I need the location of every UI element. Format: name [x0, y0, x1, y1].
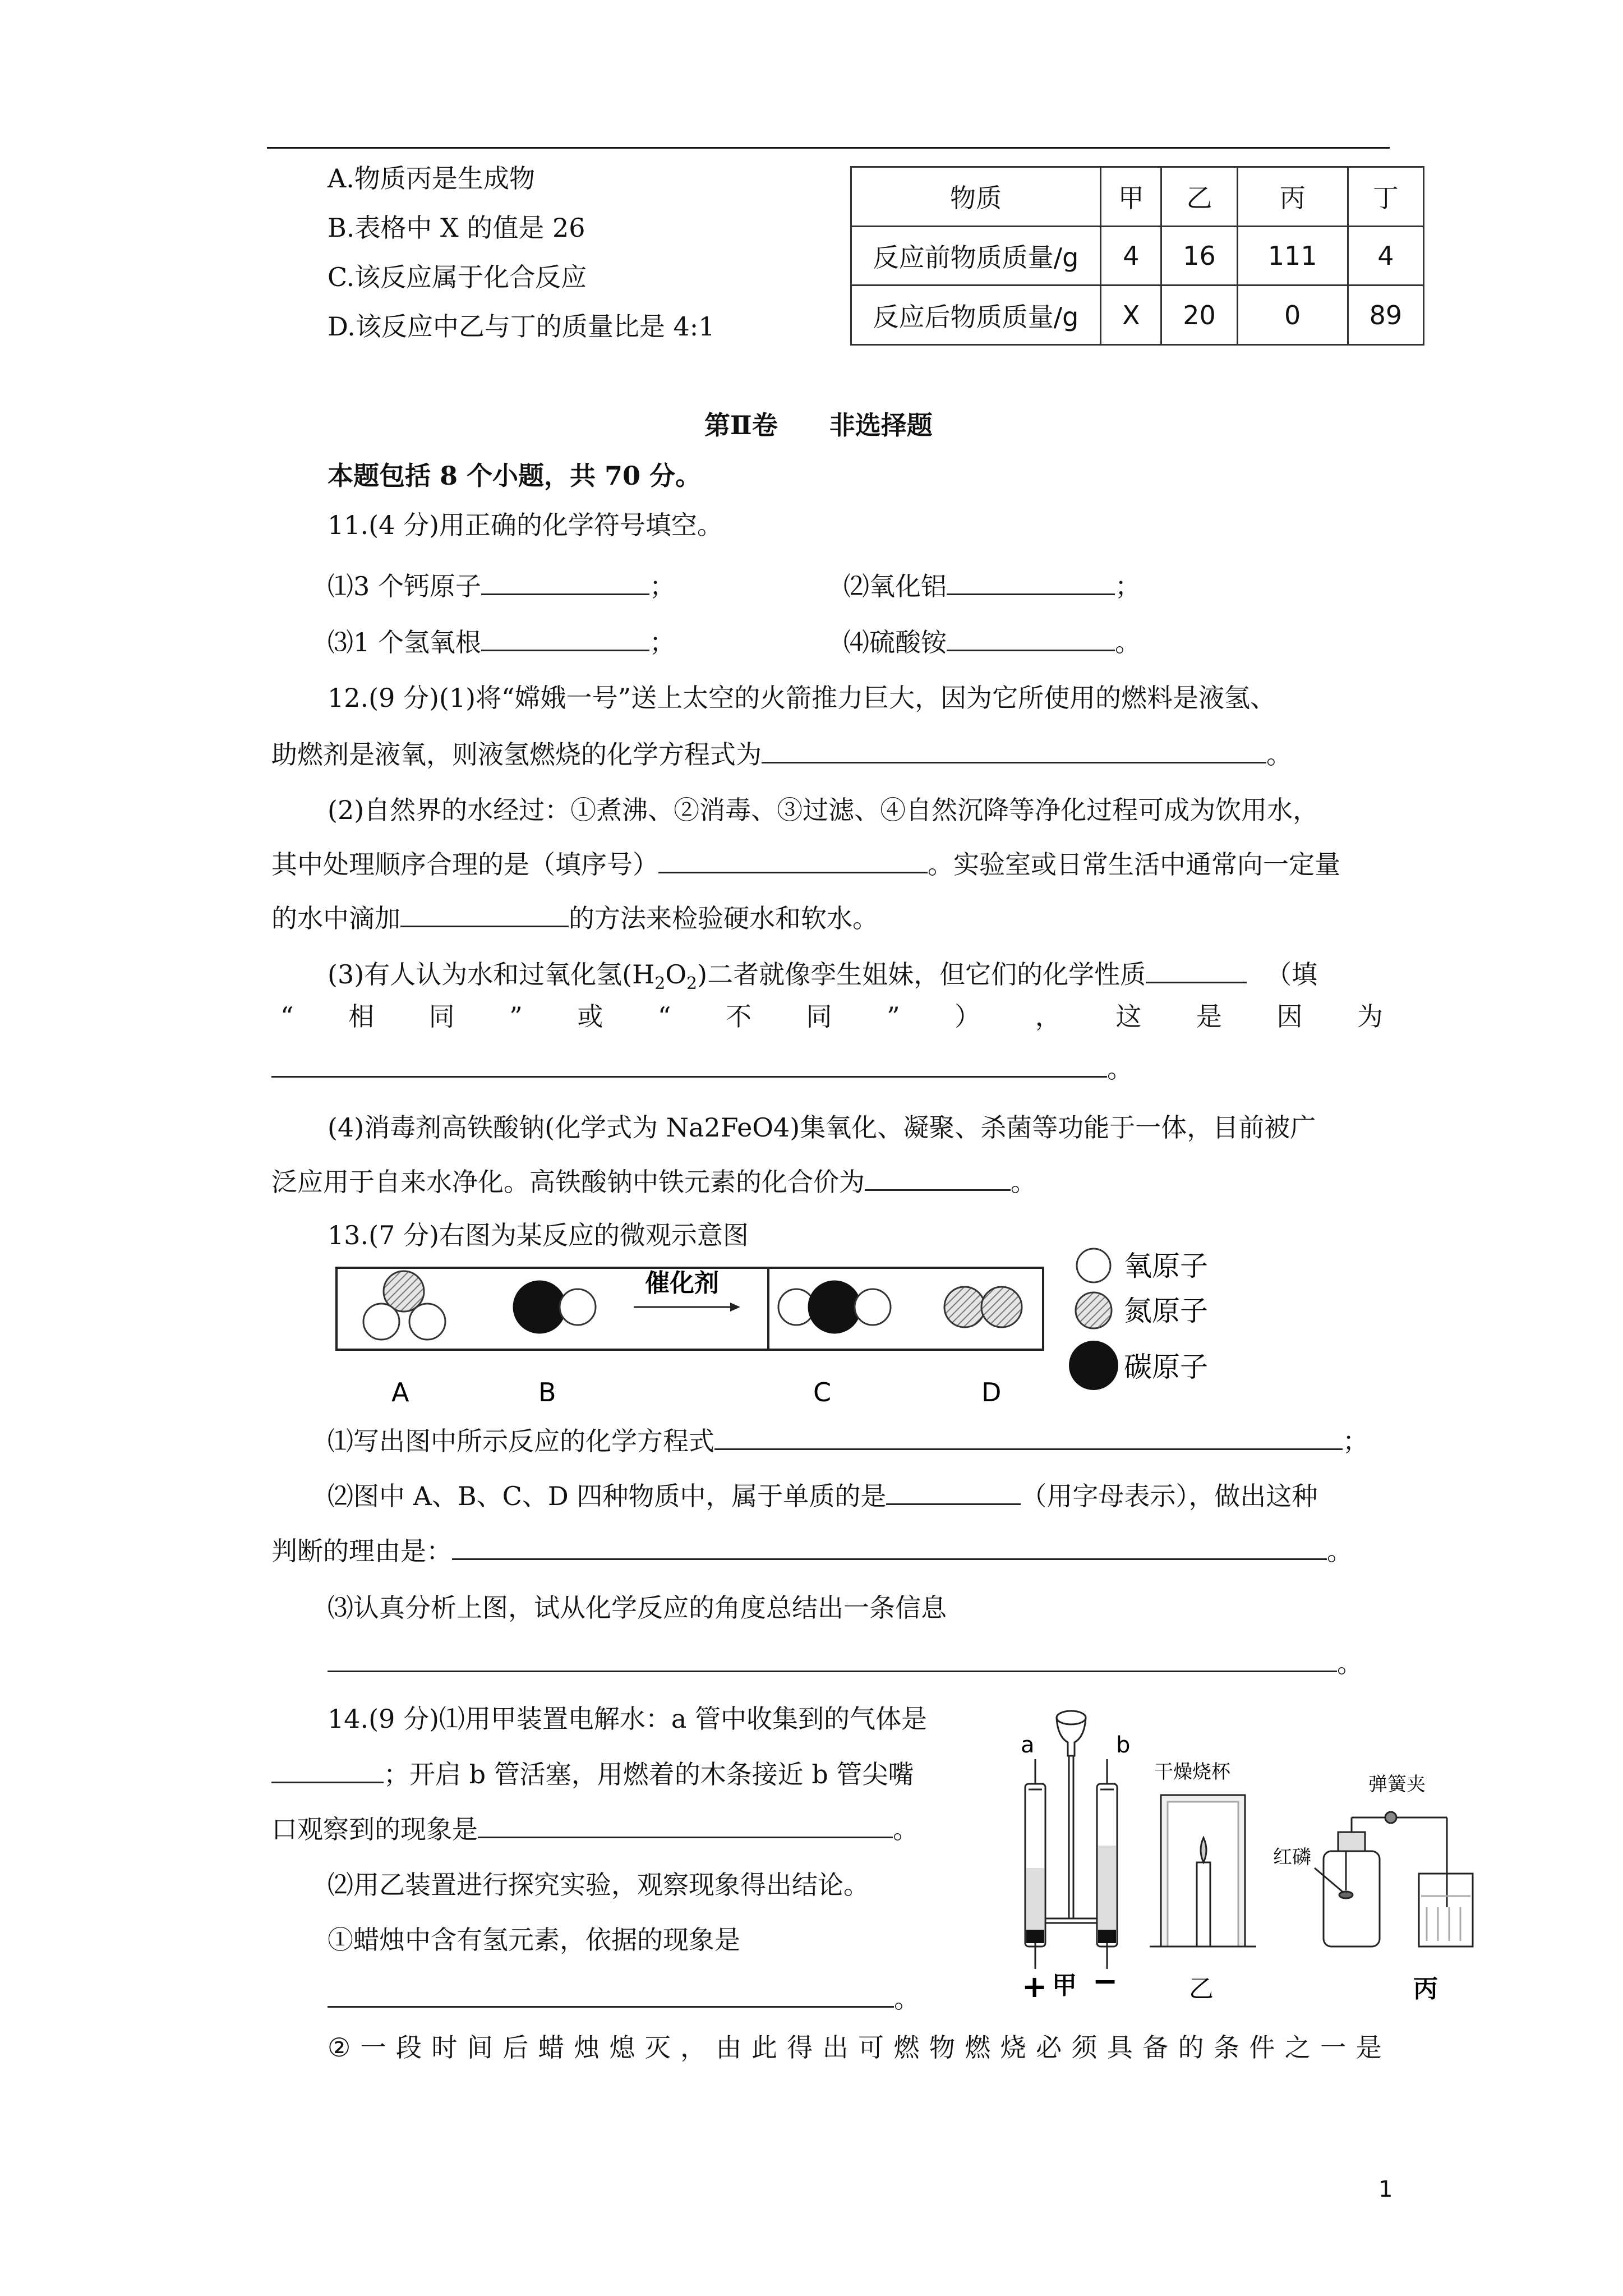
char: 段 [396, 2032, 422, 2063]
q11-stem: 11.(4 分)用正确的化学符号填空。 [328, 510, 723, 540]
char: 为 [1357, 1001, 1383, 1032]
table-header-cell: 丙 [1237, 167, 1348, 227]
char: 因 [1276, 1001, 1303, 1032]
option-d: D.该反应中乙与丁的质量比是 4:1 [328, 311, 715, 342]
reaction-diagram [331, 1245, 1453, 1414]
q12-l10-text: 泛应用于自来水净化。高铁酸钠中铁元素的化合价为 [271, 1167, 865, 1197]
q12-l4a-text: 其中处理顺序合理的是（填序号） [271, 849, 658, 880]
table-cell: 0 [1237, 286, 1348, 345]
q12-l5a-text: 的水中滴加 [271, 903, 400, 933]
char: 是 [1355, 2032, 1382, 2063]
q12-line10 [271, 1165, 1036, 1199]
subscript: 2 [654, 974, 666, 994]
answer-blank[interactable] [762, 737, 1266, 763]
table-header-row [851, 167, 1424, 227]
char: “ [280, 1001, 294, 1032]
arrow-head [730, 1303, 740, 1312]
char: ” [509, 1001, 523, 1032]
table-cell: 反应前物质质量/g [851, 226, 1101, 286]
header-rule [267, 147, 1390, 149]
char: 燃 [893, 2032, 920, 2063]
tube-b-label: b [1116, 1732, 1131, 1758]
answer-blank[interactable] [947, 625, 1115, 651]
q12-line9: (4)消毒剂高铁酸钠(化学式为 Na2FeO4)集氧化、凝聚、杀菌等功能于一体，目前被广 [328, 1112, 1316, 1143]
char: 得 [787, 2032, 813, 2063]
option-a: A.物质丙是生成物 [328, 163, 535, 194]
oxygen-atom [560, 1289, 596, 1325]
char: 后 [502, 2032, 529, 2063]
punct: 。 [1327, 1536, 1353, 1566]
char: 出 [822, 2032, 849, 2063]
q11-p1-text: ⑴3 个钙原子 [328, 571, 481, 601]
oxygen-atom [409, 1304, 445, 1340]
q13-part3-answer [328, 1646, 1363, 1680]
carbon-atom [514, 1281, 565, 1333]
electrolysis-apparatus [1025, 1711, 1117, 1969]
q12-l6b-text: O [665, 959, 687, 990]
answer-blank[interactable] [714, 1424, 1343, 1450]
answer-blank[interactable] [271, 1051, 1107, 1078]
mass-table [850, 166, 1424, 346]
phosphorus-apparatus [1315, 1812, 1473, 1947]
char: 一 [360, 2032, 386, 2063]
tube-a-label: a [1021, 1732, 1035, 1758]
q12-line1: 12.(9 分)(1)将“嫦娥一号”送上太空的火箭推力巨大，因为它所使用的燃料是液氢、 [328, 683, 1276, 713]
q14-line6 [328, 1981, 920, 2016]
option-c: C.该反应属于化合反应 [328, 262, 587, 292]
catalyst-label: 催化剂 [645, 1269, 719, 1297]
char: 燃 [965, 2032, 991, 2063]
char: 时 [431, 2032, 458, 2063]
section-title: 第Ⅱ卷 非选择题 [704, 410, 933, 440]
q11-part3 [328, 625, 675, 659]
char: 条 [1214, 2032, 1240, 2063]
char: 件 [1249, 2032, 1275, 2063]
punct: 。 [1337, 1648, 1363, 1678]
answer-blank[interactable] [478, 1812, 893, 1838]
q12-line4 [271, 847, 1340, 881]
apparatus-yi-label: 乙 [1189, 1975, 1214, 2003]
answer-blank[interactable] [452, 1534, 1327, 1560]
char: 备 [1142, 2032, 1169, 2063]
q11-p4-text: ⑷硫酸铵 [843, 627, 947, 657]
legend-carbon-icon [1069, 1341, 1118, 1390]
q11-p3-text: ⑶1 个氢氧根 [328, 627, 481, 657]
legend-nitrogen: 氮原子 [1124, 1295, 1208, 1327]
q12-l5b-text: 的方法来检验硬水和软水。 [569, 903, 878, 933]
subscript: 2 [686, 974, 698, 994]
punct: ； [1343, 1426, 1368, 1456]
apparatus-jia-label: 甲 [1052, 1971, 1077, 2000]
table-header-cell: 物质 [851, 167, 1101, 227]
dry-beaker-label: 干燥烧杯 [1154, 1761, 1230, 1783]
q12-line8 [271, 1051, 1133, 1085]
table-cell: 反应后物质质量/g [851, 286, 1101, 345]
table-cell: 16 [1161, 226, 1237, 286]
table-row [851, 286, 1424, 345]
q12-l2-text: 助燃剂是液氧，则液氢燃烧的化学方程式为 [271, 739, 762, 770]
oxygen-atom [855, 1289, 891, 1325]
char: 物 [929, 2032, 955, 2063]
answer-blank[interactable] [328, 1981, 894, 2008]
q12-l6a-text: (3)有人认为水和过氧化氢(H [328, 959, 655, 990]
punct: ； [649, 627, 675, 657]
q11-part1 [328, 569, 675, 603]
char: ” [887, 1001, 900, 1032]
q13-p2c-text: 判断的理由是： [271, 1536, 452, 1566]
punct: 。 [1266, 739, 1292, 770]
answer-blank[interactable] [400, 901, 569, 927]
q14-line4: ⑵用乙装置进行探究实验，观察现象得出结论。 [328, 1870, 869, 1900]
apparatus-figure [1009, 1705, 1481, 2025]
table-cell: 89 [1348, 286, 1423, 345]
table-row [851, 226, 1424, 286]
q12-l4b-text: 。实验室或日常生活中通常向一定量 [928, 849, 1340, 880]
q11-p2-text: ⑵氧化铝 [843, 571, 947, 601]
label-b: B [538, 1377, 556, 1407]
punct: 。 [893, 1814, 919, 1844]
q12-l6d-text: （填 [1266, 959, 1318, 990]
q13-p2b-text: （用字母表示），做出这种 [1021, 1481, 1318, 1511]
nitrogen-atom [944, 1287, 985, 1327]
char: ， [1035, 1001, 1061, 1032]
answer-blank[interactable] [481, 625, 649, 651]
char: “ [657, 1001, 671, 1032]
table-header-cell: 丁 [1348, 167, 1423, 227]
table-cell: X [1101, 286, 1161, 345]
nitrogen-atom [981, 1287, 1022, 1327]
char: 的 [1178, 2032, 1204, 2063]
q12-l6c-text: )二者就像孪生姐妹，但它们的化学性质 [697, 959, 1146, 990]
char: 不 [725, 1001, 751, 1032]
table-cell: 111 [1237, 226, 1348, 286]
q11-part4 [843, 625, 1141, 659]
plus-label: + [1022, 1969, 1048, 2004]
q13-part3: ⑶认真分析上图，试从化学反应的角度总结出一条信息 [328, 1593, 947, 1623]
char: 具 [1106, 2032, 1133, 2063]
q12-line3: (2)自然界的水经过：①煮沸、②消毒、③过滤、④自然沉降等净化过程可成为饮用水， [328, 795, 1319, 825]
answer-blank[interactable] [658, 847, 928, 873]
legend-nitrogen-icon [1076, 1292, 1112, 1328]
char: 须 [1071, 2032, 1098, 2063]
char: 此 [751, 2032, 777, 2063]
oxygen-atom [363, 1304, 399, 1340]
answer-blank[interactable] [886, 1479, 1021, 1505]
q14-line5: ①蜡烛中含有氢元素，依据的现象是 [328, 1925, 740, 1955]
char: 同 [806, 1001, 832, 1032]
q14-line7 [328, 2031, 1382, 2064]
punct: ； [649, 571, 675, 601]
char: 间 [467, 2032, 493, 2063]
table-cell: 4 [1348, 226, 1423, 286]
q14-l2-text: ；开启 b 管活塞，用燃着的木条接近 b 管尖嘴 [384, 1759, 914, 1789]
red-phosphorus-label: 红磷 [1273, 1846, 1311, 1869]
table-header-cell: 乙 [1161, 167, 1237, 227]
char: 必 [1036, 2032, 1062, 2063]
answer-blank[interactable] [271, 1757, 384, 1783]
q12-line2 [271, 737, 1292, 771]
answer-blank[interactable] [865, 1165, 1011, 1191]
carbon-atom [809, 1281, 860, 1333]
q11-part2 [843, 569, 1141, 603]
label-d: D [981, 1377, 1002, 1407]
q12-line7 [280, 1000, 1383, 1033]
legend-oxygen-icon [1077, 1249, 1110, 1282]
char: ② [328, 2032, 351, 2063]
q13-part2-reason [271, 1534, 1353, 1568]
option-b: B.表格中 X 的值是 26 [328, 213, 585, 243]
section-intro: 本题包括 8 个小题，共 70 分。 [328, 461, 702, 491]
spring-clamp-label: 弹簧夹 [1368, 1773, 1426, 1796]
apparatus-bing-label: 丙 [1413, 1975, 1438, 2003]
label-c: C [813, 1377, 832, 1407]
q13-p1-text: ⑴写出图中所示反应的化学方程式 [328, 1426, 714, 1456]
char: 烛 [573, 2032, 600, 2063]
q14-l3-text: 口观察到的现象是 [271, 1814, 478, 1844]
char: 之 [1284, 2032, 1311, 2063]
punct: 。 [1115, 627, 1141, 657]
answer-blank[interactable] [947, 569, 1115, 595]
q12-line5 [271, 901, 878, 935]
char: 烧 [1000, 2032, 1026, 2063]
char: 由 [716, 2032, 742, 2063]
page-number: 1 [1378, 2177, 1393, 2202]
candle-apparatus [1150, 1795, 1256, 1947]
answer-blank[interactable] [481, 569, 649, 595]
char: 熄 [609, 2032, 635, 2063]
label-a: A [391, 1377, 409, 1407]
char: ） [955, 1001, 981, 1032]
punct: 。 [1011, 1167, 1036, 1197]
char: 一 [1320, 2032, 1347, 2063]
punct: 。 [894, 1984, 920, 2014]
punct: 。 [1107, 1053, 1133, 1084]
char: 相 [348, 1001, 375, 1032]
char: 蜡 [538, 2032, 564, 2063]
q13-part2 [328, 1479, 1317, 1513]
legend-oxygen: 氧原子 [1124, 1250, 1208, 1282]
q14-line2 [271, 1757, 914, 1791]
legend-carbon: 碳原子 [1124, 1351, 1208, 1383]
q14-line1: 14.(9 分)⑴用甲装置电解水：a 管中收集到的气体是 [328, 1704, 927, 1734]
answer-blank[interactable] [1146, 957, 1247, 983]
char: 可 [858, 2032, 884, 2063]
minus-label: − [1092, 1963, 1118, 1999]
char: 同 [428, 1001, 455, 1032]
table-cell: 20 [1161, 286, 1237, 345]
q14-line3 [271, 1812, 919, 1846]
char: 或 [577, 1001, 603, 1032]
char: ， [680, 2032, 707, 2063]
q12-line6 [328, 957, 1317, 1001]
table-header-cell: 甲 [1101, 167, 1161, 227]
q13-p2a-text: ⑵图中 A、B、C、D 四种物质中，属于单质的是 [328, 1481, 887, 1511]
q13-part1 [328, 1424, 1368, 1458]
table-cell: 4 [1101, 226, 1161, 286]
answer-blank[interactable] [328, 1646, 1337, 1672]
char: 灭 [644, 2032, 671, 2063]
char: 是 [1196, 1001, 1222, 1032]
punct: ； [1115, 571, 1141, 601]
q13-stem: 13.(7 分)右图为某反应的微观示意图 [328, 1220, 749, 1250]
char: 这 [1115, 1001, 1142, 1032]
